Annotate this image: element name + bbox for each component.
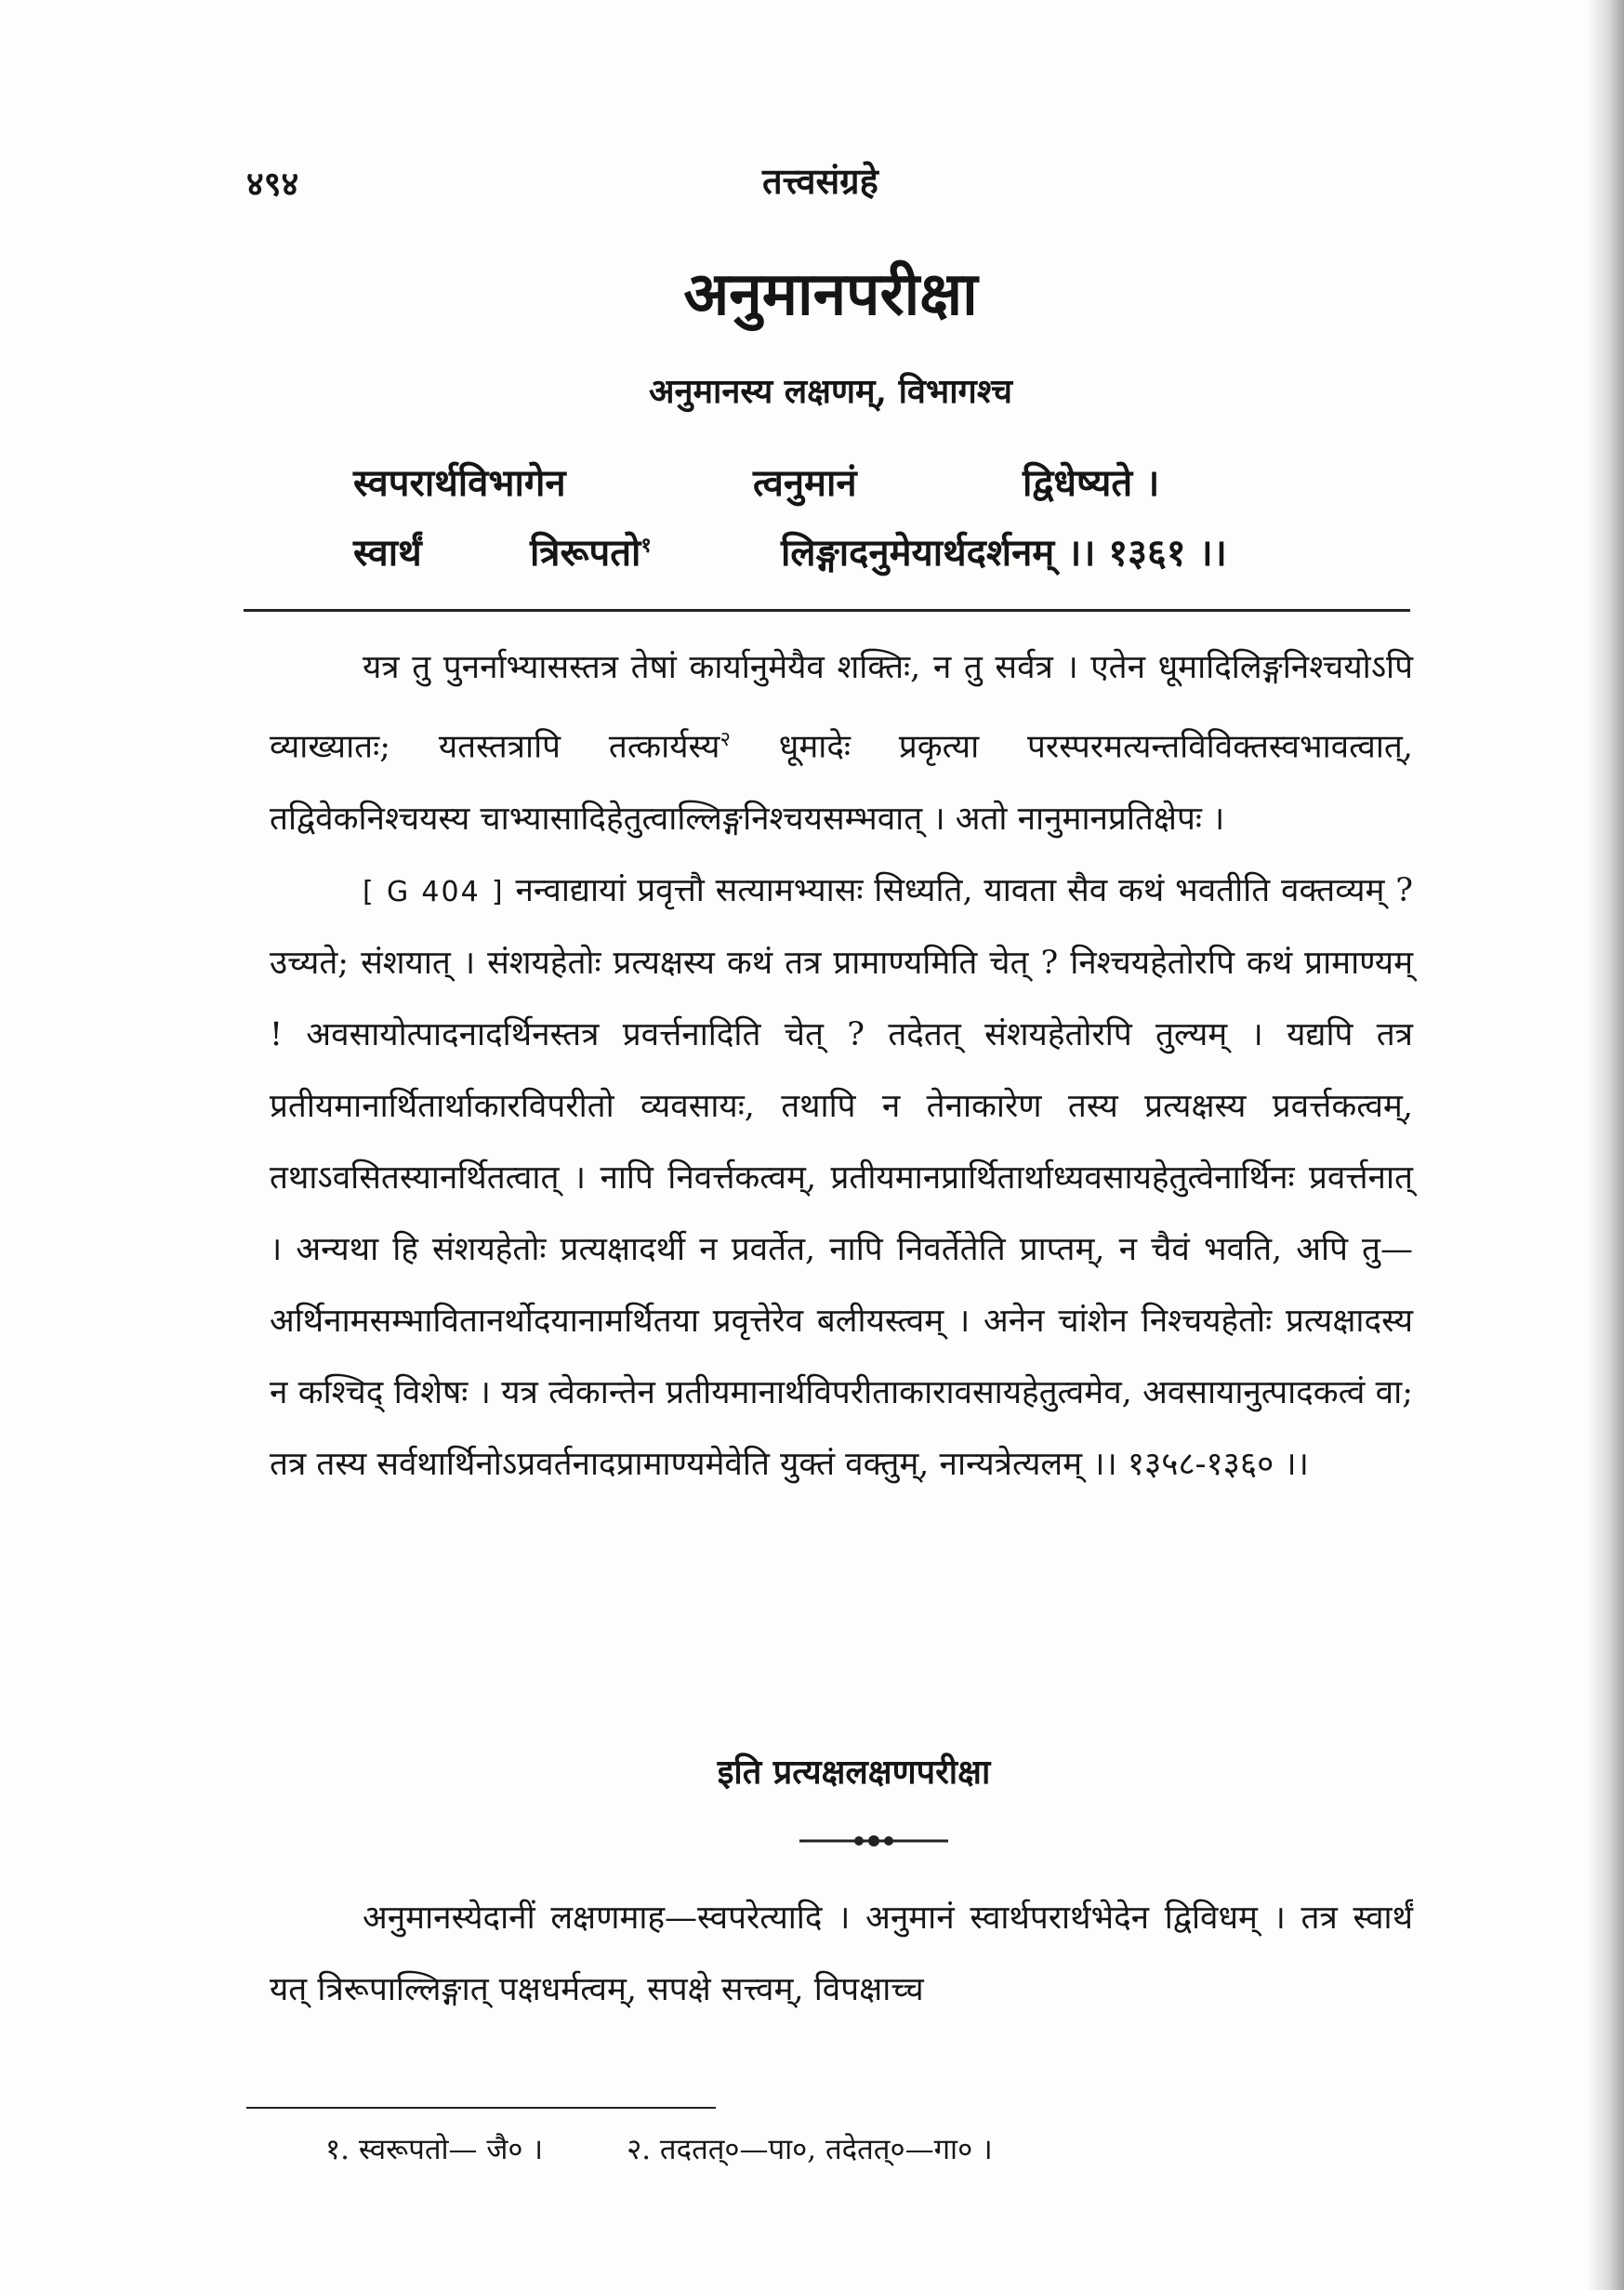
section-heading: अनुमानस्य लक्षणम्, विभागश्च: [649, 372, 1012, 411]
commentary-text: नन्वाद्यायां प्रवृत्तौ सत्यामभ्यासः सिध्यति, यावता सैव कथं भवतीति वक्तव्यम् ? उच्यते; संशयात् । संशयहेतोः प्रत्यक्षस्य कथं तत्र प्रामाण्यमिति चेत् ? निश्चयहेतोरपि कथं प्रामाण्यम् ! अवसायोत्पादनादर्थिनस्तत्र प्रवर्त्तनादिति चेत् ? तदेतत् संशयहेतोरपि तुल्यम् । यद्यपि तत्र प्रतीयमानार्थितार्थाकारविपरीतो व्यवसायः, तथापि न तेनाकारेण तस्य प्रत्यक्षस्य प्रवर्त्तकत्वम्, तथाऽवसितस्यानर्थितत्वात् । नापि निवर्त्तकत्वम्, प्रतीयमानप्रार्थितार्थाध्यवसायहेतुत्वेनार्थिनः प्रवर्त्तनात् । अन्यथा हि संशयहेतोः प्रत्यक्षादर्थी न प्रवर्तेत, नापि निवर्तेतेति प्राप्तम्, न चैवं भवति, अपि तु—अर्थिनामसम्भावितानर्थोदयानामर्थितया प्रवृत्तेरेव बलीयस्त्वम् । अनेन चांशेन निश्चयहेतोः प्रत्यक्षादस्य न कश्चिद् विशेषः । यत्र त्वेकान्तेन प्रतीयमानार्थविपरीताकारावसायहेतुत्वमेव, अवसायानुत्पादकत्वं वा; तत्र तस्य सर्वथार्थिनोऽप्रवर्तनादप्रामाण्यमेवेति युक्तं वक्तुम्, नान्यत्रेत्यलम् ।। १३५८-१३६० ।।: [270, 871, 1413, 1483]
commentary-text: धूमादेः प्रकृत्या परस्परमत्यन्तविविक्तस्वभावत्वात्, तद्विवेकनिश्चयस्य चाभ्यासादिहेतुत्वाल्लिङ्गनिश्चयसम्भवात् । अतो नानुमानप्रतिक्षेपः ।: [270, 728, 1413, 838]
ornament-divider: [799, 1832, 948, 1850]
verse-word: द्विधेष्यते ।: [1023, 461, 1160, 505]
commentary-block: [270, 632, 1413, 1501]
running-head: तत्त्वसंग्रहे: [762, 160, 878, 202]
verse-divider: [244, 609, 1410, 612]
commentary-paragraph-2: [270, 855, 1413, 1501]
footnotes: [325, 2129, 1076, 2168]
verse-word: लिङ्गादनुमेयार्थदर्शनम् ।। १३६१ ।।: [781, 531, 1227, 575]
gaekwad-page-ref: [ G 404 ]: [363, 875, 505, 908]
commentary-paragraph-1: [270, 632, 1413, 855]
verse-line-2: [353, 525, 1227, 576]
commentary-paragraph-3: अनुमानस्येदानीं लक्षणमाह—स्वपरेत्यादि । अनुमानं स्वार्थपरार्थभेदेन द्विविधम् । तत्र स्वार्थं यत् त्रिरूपाल्लिङ्गात् पक्षधर्मत्वम्, सपक्षे सत्त्वम्, विपक्षाच्च: [270, 1900, 1413, 2008]
commentary-text: यत्र तु पुनर्नाभ्यासस्तत्र तेषां कार्यानुमेयैव शक्तिः, न तु सर्वत्र । एतेन धूमादिलिङ्गनिश्चयोऽपि व्याख्यातः; यतस्तत्रापि तत्कार्यस्य: [270, 649, 1413, 766]
section-colophon: इति प्रत्यक्षलक्षणपरीक्षा: [717, 1753, 991, 1792]
footnote: १. स्वरूपतो— जै० ।: [325, 2133, 544, 2166]
verse-word: स्वार्थं: [353, 531, 422, 575]
footnote-mark: १: [640, 533, 652, 558]
chapter-title: अनुमानपरीक्षा: [683, 259, 978, 329]
verse-word: स्वपरार्थविभागेन: [353, 461, 566, 505]
verse-word: त्वनुमानं: [753, 461, 857, 505]
verse-word: त्रिरूपतो: [530, 531, 641, 575]
new-commentary-block: [270, 1883, 1413, 2026]
page-number: ४९४: [246, 165, 299, 204]
footnote-mark: २: [720, 728, 731, 751]
footnote: २. तदतत्०—पा०, तदेतत्०—गा० ।: [627, 2133, 993, 2166]
page-edge-shadow: [1587, 0, 1624, 2290]
verse-line-1: [353, 456, 1159, 507]
footnote-divider: [246, 2107, 716, 2109]
